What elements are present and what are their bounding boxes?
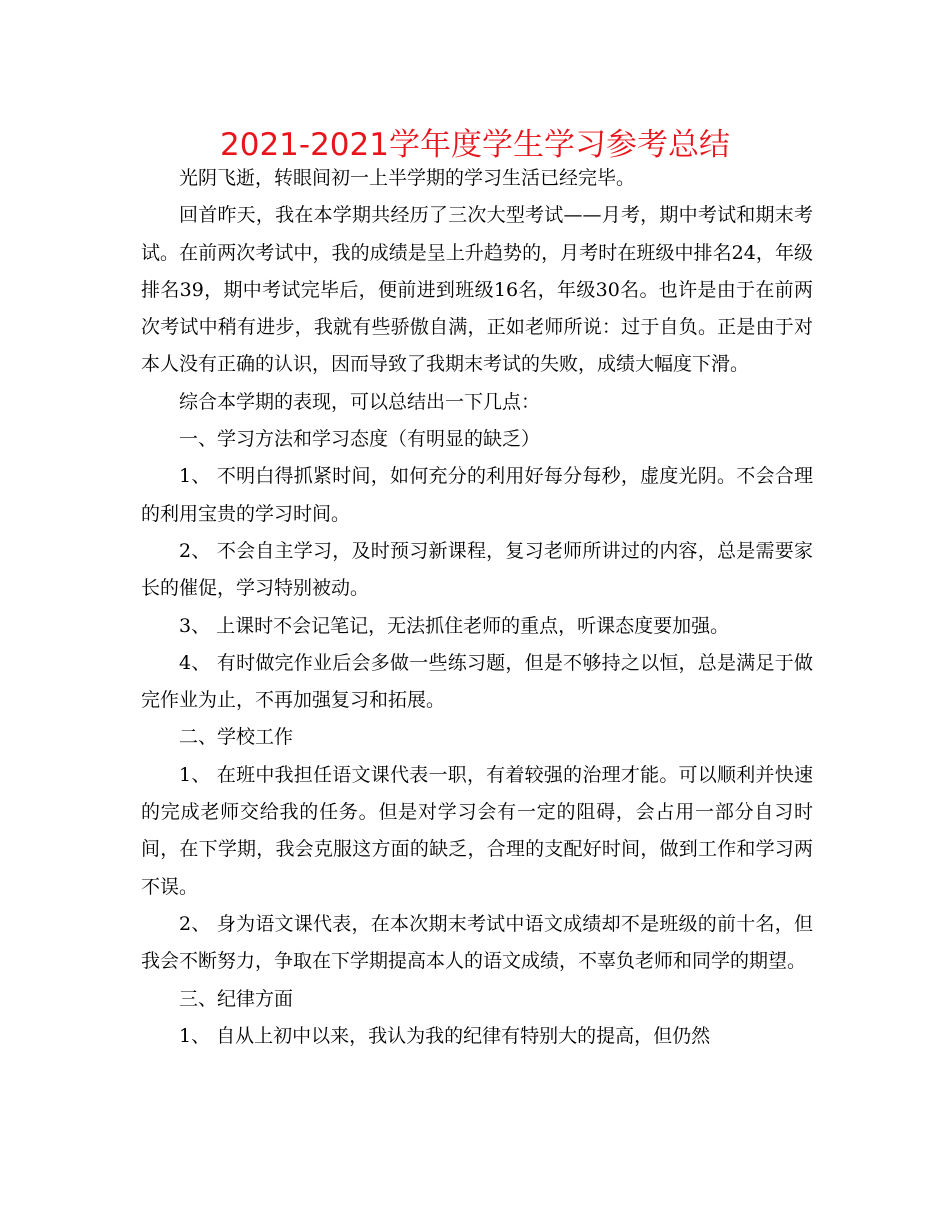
document-body — [141, 160, 813, 1055]
work-point-1: 1、 在班中我担任语文课代表一职，有着较强的治理才能。可以顺利并快速的完成老师交给我的任务。但是对学习会有一定的阻碍，会占用一部分自习时间，在下学期，我会克服这方面的缺乏，合理的支配好时间，做到工作和学习两不误。 — [141, 763, 813, 898]
study-point-3: 3、 上课时不会记笔记，无法抓住老师的重点，听课态度要加强。 — [179, 614, 730, 637]
paragraph-intro: 光阴飞逝，转眼间初一上半学期的学习生活已经完毕。 — [179, 167, 636, 189]
study-point-1: 1、 不明白得抓紧时间，如何充分的利用好每分每秒，虚度光阴。不会合理的利用宝贵的学习时间。 — [141, 465, 813, 525]
document-title: 2021-2021学年度学生学习参考总结 — [220, 127, 730, 163]
section-heading-school-work: 二、学校工作 — [179, 726, 294, 749]
section-heading-discipline: 三、纪律方面 — [179, 987, 294, 1010]
study-point-4: 4、 有时做完作业后会多做一些练习题，但是不够持之以恒，总是满足于做完作业为止，不再加强复习和拓展。 — [141, 651, 813, 712]
section-heading-study-methods: 一、学习方法和学习态度（有明显的缺乏） — [179, 428, 541, 451]
work-point-2: 2、 身为语文课代表，在本次期末考试中语文成绩却不是班级的前十名，但我会不断努力，争取在下学期提高本人的语文成绩，不辜负老师和同学的期望。 — [141, 912, 813, 973]
study-point-2: 2、 不会自主学习，及时预习新课程，复习老师所讲过的内容，总是需要家长的催促，学习特别被动。 — [141, 539, 813, 600]
paragraph-review: 回首昨天，我在本学期共经历了三次大型考试——月考，期中考试和期末考试。在前两次考试中，我的成绩是呈上升趋势的，月考时在班级中排名24，年级排名39，期中考试完毕后，便前进到班级16名，年级30名。也许是由于在前两次考试中稍有进步，我就有些骄傲自满，正如老师所说：过于自负。正是由于对本人没有正确的认识，因而导致了我期末考试的失败，成绩大幅度下滑。 — [141, 204, 813, 376]
discipline-point-1: 1、 自从上初中以来，我认为我的纪律有特别大的提高，但仍然 — [179, 1024, 711, 1047]
paragraph-summary-lead: 综合本学期的表现，可以总结出一下几点： — [179, 390, 541, 413]
